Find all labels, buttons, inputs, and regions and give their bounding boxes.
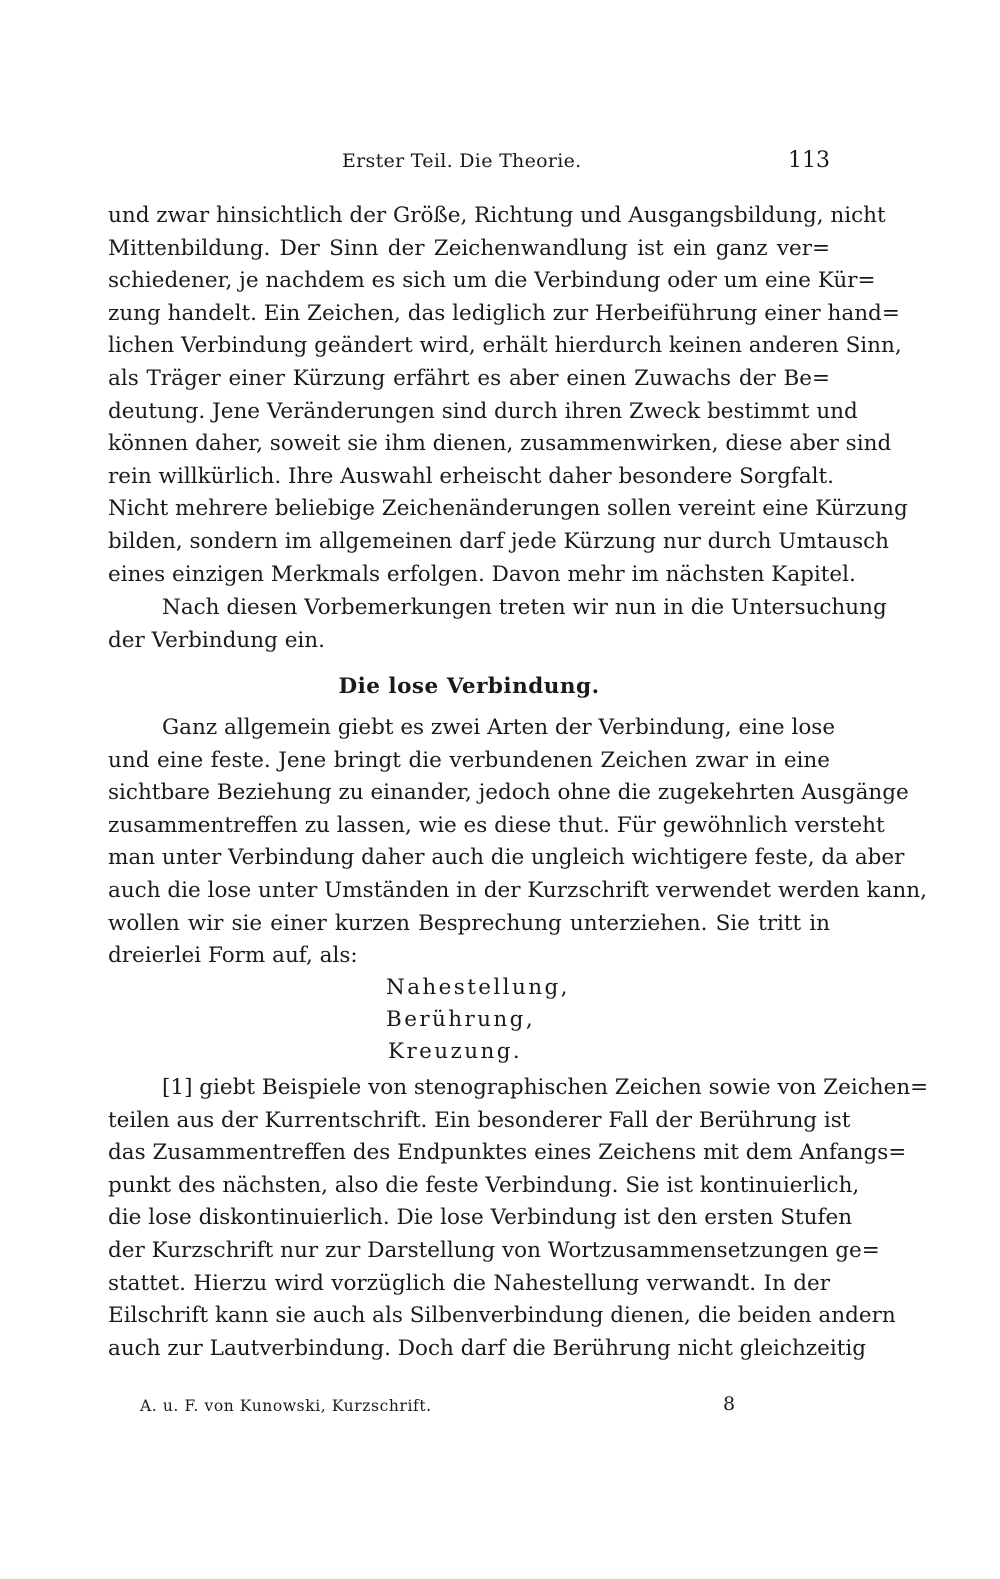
running-head: Erster Teil. Die Theorie.: [342, 150, 582, 172]
text-line: und zwar hinsichtlich der Größe, Richtung und Ausgangsbildung, nicht: [108, 203, 886, 228]
list-item: Nahestellung,: [386, 975, 570, 1000]
text-line: bilden, sondern im allgemeinen darf jede Kürzung nur durch Umtausch: [108, 528, 890, 554]
page-header: [108, 148, 830, 180]
text-line: Mittenbildung. Der Sinn der Zeichenwandlung ist ein ganz ver=: [108, 235, 830, 261]
text-line: zung handelt. Ein Zeichen, das lediglich zur Herbeiführung einer hand=: [108, 300, 900, 326]
text-line: deutung. Jene Veränderungen sind durch ihren Zweck bestimmt und: [108, 398, 858, 424]
text-line: rein willkürlich. Ihre Auswahl erheischt daher besondere Sorgfalt.: [108, 463, 834, 489]
text-line: sichtbare Beziehung zu einander, jedoch ohne die zugekehrten Ausgänge: [108, 780, 909, 806]
text-line: der Kurzschrift nur zur Darstellung von Wortzusammensetzungen ge=: [108, 1237, 880, 1263]
text-line: auch zur Lautverbindung. Doch darf die Berührung nicht gleichzeitig: [108, 1335, 867, 1361]
form-list: [386, 972, 570, 1068]
text-line: eines einzigen Merkmals erfolgen. Davon mehr im nächsten Kapitel.: [108, 561, 856, 587]
text-line: und eine feste. Jene bringt die verbundenen Zeichen zwar in eine: [108, 747, 830, 773]
text-line: die lose diskontinuierlich. Die lose Verbindung ist den ersten Stufen: [108, 1205, 853, 1231]
list-item: Kreuzung.: [388, 1039, 523, 1064]
text-line: zusammentreffen zu lassen, wie es diese thut. Für gewöhnlich versteht: [108, 812, 885, 838]
paragraph-3: [108, 712, 927, 973]
page-footer: [140, 1393, 740, 1419]
text-line: [1] giebt Beispiele von stenographischen Zeichen sowie von Zeichen=: [162, 1075, 929, 1100]
text-line: lichen Verbindung geändert wird, erhält hierdurch keinen anderen Sinn,: [108, 333, 902, 359]
paragraph-4: [108, 1072, 929, 1365]
text-line: wollen wir sie einer kurzen Besprechung unterziehen. Sie tritt in: [108, 910, 830, 936]
text-line: Nicht mehrere beliebige Zeichenänderungen sollen vereint eine Kürzung: [108, 496, 908, 522]
page-number: 113: [788, 148, 830, 173]
list-item: Berührung,: [386, 1007, 536, 1032]
text-line: Eilschrift kann sie auch als Silbenverbindung dienen, die beiden andern: [108, 1303, 896, 1329]
text-line: schiedener, je nachdem es sich um die Verbindung oder um eine Kür=: [108, 268, 876, 294]
text-line: teilen aus der Kurrentschrift. Ein besonderer Fall der Berührung ist: [108, 1107, 851, 1133]
text-line: auch die lose unter Umständen in der Kurzschrift verwendet werden kann,: [108, 877, 927, 903]
text-line: der Verbindung ein.: [108, 627, 325, 653]
paragraph-2: [108, 592, 887, 657]
paragraph-1: [108, 200, 908, 591]
text-line: stattet. Hierzu wird vorzüglich die Nahestellung verwandt. In der: [108, 1270, 830, 1296]
text-line: können daher, soweit sie ihm dienen, zusammenwirken, diese aber sind: [108, 431, 892, 457]
text-line: man unter Verbindung daher auch die ungleich wichtigere feste, da aber: [108, 845, 905, 871]
text-line: Nach diesen Vorbemerkungen treten wir nun in die Untersuchung: [162, 595, 887, 620]
text-line: das Zusammentreffen des Endpunktes eines Zeichens mit dem Anfangs=: [108, 1140, 907, 1166]
text-line: als Träger einer Kürzung erfährt es aber einen Zuwachs der Be=: [108, 365, 830, 391]
section-heading: Die lose Verbindung.: [338, 674, 600, 699]
signature-mark: 8: [723, 1393, 736, 1415]
text-line: dreierlei Form auf, als:: [108, 943, 358, 969]
text-line: punkt des nächsten, also die feste Verbindung. Sie ist kontinuierlich,: [108, 1172, 860, 1198]
text-line: Ganz allgemein giebt es zwei Arten der Verbindung, eine lose: [162, 715, 836, 740]
printer-signature: A. u. F. von Kunowski, Kurzschrift.: [140, 1397, 432, 1415]
